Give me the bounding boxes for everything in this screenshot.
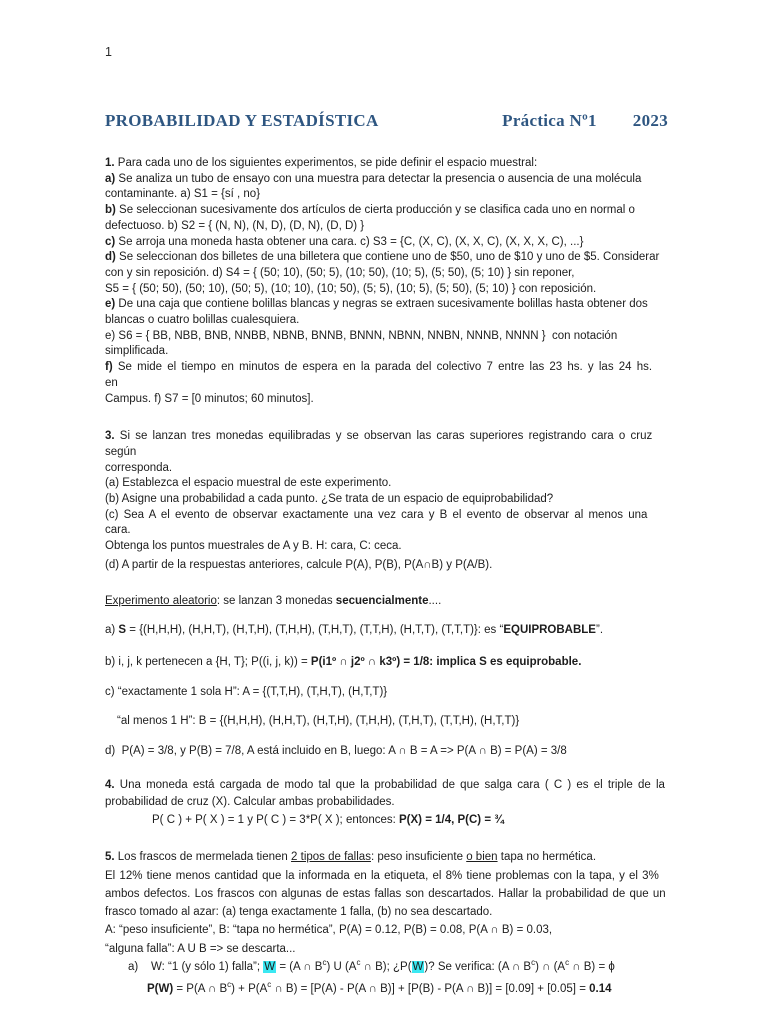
text-segment: a) — [105, 624, 119, 637]
text-segment: P(X) = 1/4, P(C) = ¾ — [399, 813, 504, 826]
doc-line — [105, 539, 668, 555]
doc-line — [105, 187, 668, 203]
doc-line — [105, 172, 668, 188]
text-segment: Se seleccionan dos billetes de una billetera que contiene uno de $50, uno de $10 y uno de $5. Considerar — [115, 251, 660, 264]
text-segment: )? Se verifica: (A ∩ B — [424, 961, 532, 974]
doc-line — [105, 812, 668, 830]
text-segment: Se arroja una moneda hasta obtener una cara. c) S3 = {C, (X, C), (X, X, C), (X, X, X, C), ...} — [115, 235, 584, 248]
text-segment: P(i1º ∩ j2º ∩ k3º) = 1/8: implica S es equiprobable. — [310, 655, 582, 668]
text-segment: Se seleccionan sucesivamente dos artículos de cierta producción y se clasifica cada uno en normal o — [115, 204, 635, 217]
text-segment: o bien — [466, 851, 498, 864]
text-segment: c — [565, 958, 570, 968]
text-segment: c — [322, 958, 327, 968]
text-segment: con y sin reposición. d) S4 = { (50; 10), (50; 5), (10; 50), (10; 5), (5; 50), (5; 10) } sin reponer, — [105, 266, 575, 279]
text-segment: b) i, j, k pertenecen a {H, T}; P((i, j, k)) = — [105, 655, 311, 668]
doc-line — [105, 885, 668, 903]
text-segment: e) S6 = { BB, NBB, BNB, NNBB, NBNB, BNNB, BNNN, NBNN, NNBN, NNNB, NNNN } con notación simplificada. — [105, 329, 621, 358]
text-segment: Si se lanzan tres monedas equilibradas y se observan las caras superiores registrando cara o cruz según — [105, 430, 658, 458]
doc-line — [105, 594, 668, 610]
doc-line — [105, 960, 668, 976]
text-segment: Para cada uno de los siguientes experimentos, se pide definir el espacio muestral: — [114, 157, 538, 169]
doc-line — [105, 492, 668, 508]
doc-line — [105, 297, 668, 313]
practice-label: Práctica Nº1 — [502, 111, 597, 130]
doc-line — [105, 250, 668, 266]
document-body — [105, 156, 668, 998]
text-segment: = (A ∩ B — [276, 961, 323, 974]
text-segment: : peso insuficiente — [370, 851, 467, 864]
doc-line — [105, 744, 668, 760]
doc-line — [105, 921, 668, 939]
text-segment: = {(H,H,H), (H,H,T), (H,T,H), (T,H,H), (T,H,T), (T,T,H), (H,T,T), (T,T,T)}: es “ — [126, 624, 504, 637]
text-segment: : se lanzan 3 monedas — [216, 594, 336, 607]
doc-line — [105, 558, 668, 574]
doc-line — [105, 794, 668, 812]
doc-line — [105, 461, 668, 477]
text-segment: = P(A ∩ B — [173, 982, 228, 995]
text-segment: ∩ B) = ϕ — [569, 961, 615, 974]
text-segment: corresponda. — [105, 461, 173, 474]
text-segment: Se analiza un tubo de ensayo con una muestra para detectar la presencia o ausencia de una molécula — [115, 172, 642, 185]
text-segment: P(W) — [147, 982, 174, 995]
doc-line — [105, 655, 668, 671]
text-segment: A: “peso insuficiente”, B: “tapa no hermética”, P(A) = 0.12, P(B) = 0.08, P(A ∩ B) = 0.03, — [105, 924, 553, 937]
doc-line — [105, 156, 668, 172]
text-segment: defectuoso. b) S2 = { (N, N), (N, D), (D, N), (D, D) } — [105, 219, 365, 232]
text-segment: “alguna falla”: A U B => se descarta... — [105, 942, 296, 955]
doc-line — [105, 392, 668, 408]
text-segment: contaminante. a) S1 = {sí , no} — [105, 188, 261, 201]
text-segment: frasco tomado al azar: (a) tenga exactamente 1 falla, (b) no sea descartado. — [105, 906, 493, 919]
text-segment: d) — [105, 251, 116, 264]
highlighted-text: W — [264, 961, 276, 974]
doc-line — [105, 981, 668, 998]
text-segment: EQUIPROBABLE — [503, 624, 596, 637]
document-header — [105, 111, 668, 131]
doc-line — [105, 685, 668, 701]
doc-line — [105, 508, 668, 539]
text-segment: f) — [105, 361, 113, 374]
text-segment: ) U (A — [326, 961, 357, 974]
doc-line — [105, 329, 668, 360]
text-segment: .... — [428, 594, 442, 607]
doc-line — [105, 903, 668, 921]
text-segment: ambos defectos. Los frascos con algunas de estas fallas son descartados. Hallar la probabilidad de que un — [105, 887, 666, 900]
highlighted-text: W — [412, 961, 424, 974]
text-segment: Obtenga los puntos muestrales de A y B. H: cara, C: ceca. — [105, 540, 402, 553]
doc-line — [105, 360, 668, 391]
text-segment: (c) Sea A el evento de observar exactamente una vez cara y B el evento de observar al menos una cara. — [105, 508, 653, 537]
doc-line — [105, 429, 668, 460]
doc-line — [105, 867, 668, 885]
doc-line — [105, 235, 668, 251]
text-segment: (d) A partir de la respuestas anteriores, calcule P(A), P(B), P(A∩B) y P(A/B). — [105, 558, 493, 571]
text-segment: Los frascos de mermelada tienen — [114, 851, 292, 864]
doc-line — [105, 777, 668, 795]
doc-line — [105, 940, 668, 958]
text-segment: De una caja que contiene bolillas blancas y negras se extraen sucesivamente bolillas hasta obtener dos — [115, 298, 648, 311]
text-segment: b) — [105, 204, 116, 217]
text-segment: Una moneda está cargada de modo tal que la probabilidad de que salga cara ( C ) es el triple de la — [114, 778, 665, 791]
text-segment: d) P(A) = 3/8, y P(B) = 7/8, A está incluido en B, luego: A ∩ B = A => P(A ∩ B) = P(A) = 3/8 — [105, 745, 567, 758]
text-segment: c — [227, 979, 232, 989]
text-segment: 5. — [105, 851, 115, 864]
text-segment: c — [267, 979, 272, 989]
doc-line — [105, 476, 668, 492]
year-label: 2023 — [632, 111, 668, 130]
text-segment: (b) Asigne una probabilidad a cada punto. ¿Se trata de un espacio de equiprobabilidad? — [105, 493, 554, 506]
document-title: PROBABILIDAD Y ESTADÍSTICA — [105, 111, 379, 130]
text-segment: S — [118, 624, 127, 637]
text-segment: tapa no hermética. — [497, 851, 597, 864]
doc-line — [105, 282, 668, 298]
doc-line — [105, 623, 668, 639]
text-segment: El 12% tiene menos cantidad que la informada en la etiqueta, el 8% tiene problemas con la tapa, y el 3% — [105, 869, 659, 882]
text-segment: probabilidad de cruz (X). Calcular ambas probabilidades. — [105, 796, 395, 809]
header-right — [502, 111, 668, 131]
text-segment: 0.14 — [589, 982, 612, 995]
text-segment: (a) Establezca el espacio muestral de este experimento. — [105, 477, 392, 490]
text-segment: ∩ B); ¿P( — [360, 961, 412, 974]
text-segment: c — [356, 958, 361, 968]
text-segment: Experimento aleatorio — [105, 594, 217, 607]
text-segment: 2 tipos de fallas — [291, 851, 371, 864]
doc-line — [105, 203, 668, 219]
doc-line — [105, 313, 668, 329]
text-segment: Campus. f) S7 = [0 minutos; 60 minutos]. — [105, 392, 314, 405]
text-segment: c) — [105, 235, 116, 248]
text-segment: a) W: “1 (y sólo 1) falla”; — [128, 961, 264, 974]
text-segment: c — [531, 958, 536, 968]
text-segment: 1. — [105, 157, 115, 169]
text-segment: secuencialmente — [335, 594, 429, 607]
text-segment: a) — [105, 172, 116, 185]
text-segment: Se mide el tiempo en minutos de espera en la parada del colectivo 7 entre las 23 hs. y las 24 hs. en — [105, 361, 658, 389]
text-segment: 3. — [105, 430, 115, 443]
text-segment: ) + P(A — [231, 982, 268, 995]
text-segment: P( C ) + P( X ) = 1 y P( C ) = 3*P( X ); entonces: — [152, 813, 400, 826]
doc-line — [105, 219, 668, 235]
text-segment: blancas o cuatro bolillas cualesquiera. — [105, 314, 300, 327]
page-number: 1 — [105, 45, 112, 59]
text-segment: ∩ B) = [P(A) - P(A ∩ B)] + [P(B) - P(A ∩ B)] = [0.09] + [0.05] = — [271, 982, 590, 995]
doc-line — [105, 266, 668, 282]
text-segment: ) ∩ (A — [535, 961, 566, 974]
doc-line — [105, 714, 668, 730]
text-segment: ”. — [595, 624, 604, 637]
text-segment: S5 = { (50; 50), (50; 10), (50; 5), (10; 10), (10; 50), (5; 5), (10; 5), (5; 50), (5; 10) } con reposición. — [105, 282, 597, 295]
text-segment: c) “exactamente 1 sola H”: A = {(T,T,H), (T,H,T), (H,T,T)} — [105, 685, 388, 698]
text-segment: e) — [105, 298, 116, 311]
doc-line — [105, 848, 668, 866]
text-segment: 4. — [105, 778, 115, 791]
text-segment: “al menos 1 H”: B = {(H,H,H), (H,H,T), (H,T,H), (T,H,H), (T,H,T), (T,T,H), (H,T,T)} — [117, 715, 520, 728]
